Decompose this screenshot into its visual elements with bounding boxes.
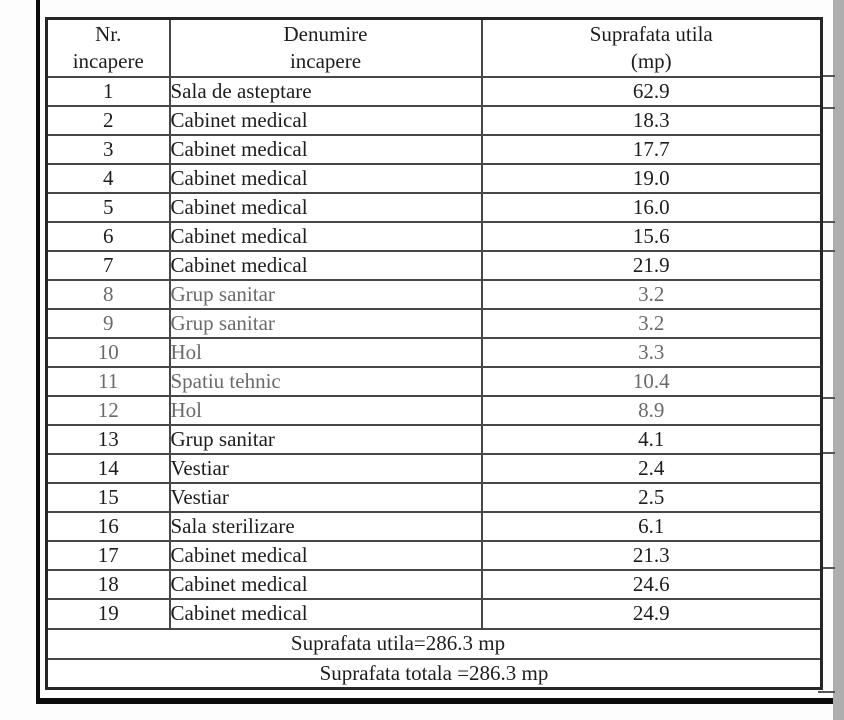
col-header-line: (mp) xyxy=(630,48,672,73)
table-row xyxy=(47,309,822,338)
room-number-cell: 18 xyxy=(47,570,170,599)
room-area-cell: 6.1 xyxy=(482,512,822,541)
room-number-cell: 16 xyxy=(47,512,170,541)
col-header-suprafata-utila xyxy=(482,19,822,77)
table-row xyxy=(47,570,822,599)
footer-row-suprafata-utila xyxy=(47,629,822,659)
col-header-line: Nr. xyxy=(95,21,122,46)
room-number-cell: 19 xyxy=(47,599,170,628)
room-name-cell: Cabinet medical xyxy=(170,106,482,135)
col-header-line: Suprafata utila xyxy=(589,21,713,46)
table-row xyxy=(47,222,822,251)
room-name-cell: Hol xyxy=(170,396,482,425)
room-name-cell: Vestiar xyxy=(170,483,482,512)
footer-total-totala: Suprafata totala =286.3 mp xyxy=(47,659,822,689)
col-header-nr-incapere xyxy=(47,19,170,77)
room-name-cell: Cabinet medical xyxy=(170,251,482,280)
table-row xyxy=(47,454,822,483)
room-area-cell: 17.7 xyxy=(482,135,822,164)
room-number-cell: 5 xyxy=(47,193,170,222)
room-area-cell: 24.9 xyxy=(482,599,822,628)
table-row xyxy=(47,77,822,106)
table-row xyxy=(47,193,822,222)
room-number-cell: 1 xyxy=(47,77,170,106)
room-number-cell: 9 xyxy=(47,309,170,338)
table-row xyxy=(47,135,822,164)
room-name-cell: Hol xyxy=(170,338,482,367)
header-row xyxy=(47,19,822,77)
room-number-cell: 4 xyxy=(47,164,170,193)
room-area-cell: 3.2 xyxy=(482,280,822,309)
page-frame-left-border xyxy=(36,0,40,702)
room-name-cell: Grup sanitar xyxy=(170,280,482,309)
room-areas-table xyxy=(45,17,823,690)
room-area-cell: 8.9 xyxy=(482,396,822,425)
room-name-cell: Cabinet medical xyxy=(170,570,482,599)
room-name-cell: Cabinet medical xyxy=(170,222,482,251)
room-area-cell: 10.4 xyxy=(482,367,822,396)
room-name-cell: Cabinet medical xyxy=(170,599,482,628)
room-name-cell: Grup sanitar xyxy=(170,425,482,454)
room-area-cell: 3.2 xyxy=(482,309,822,338)
table-row xyxy=(47,425,822,454)
room-name-cell: Cabinet medical xyxy=(170,135,482,164)
table-row xyxy=(47,512,822,541)
table-row xyxy=(47,599,822,628)
room-area-cell: 62.9 xyxy=(482,77,822,106)
table-row xyxy=(47,164,822,193)
room-name-cell: Cabinet medical xyxy=(170,164,482,193)
room-number-cell: 13 xyxy=(47,425,170,454)
room-number-cell: 11 xyxy=(47,367,170,396)
room-name-cell: Sala sterilizare xyxy=(170,512,482,541)
room-number-cell: 8 xyxy=(47,280,170,309)
room-number-cell: 14 xyxy=(47,454,170,483)
scan-artifact-line xyxy=(818,691,835,693)
room-name-cell: Cabinet medical xyxy=(170,193,482,222)
room-name-cell: Sala de asteptare xyxy=(170,77,482,106)
table-row xyxy=(47,367,822,396)
table-row xyxy=(47,338,822,367)
room-number-cell: 15 xyxy=(47,483,170,512)
room-area-cell: 18.3 xyxy=(482,106,822,135)
room-number-cell: 17 xyxy=(47,541,170,570)
room-area-cell: 2.4 xyxy=(482,454,822,483)
col-header-line: Denumire xyxy=(283,21,368,46)
table-body xyxy=(47,77,822,629)
room-area-cell: 3.3 xyxy=(482,338,822,367)
col-header-line: incapere xyxy=(289,48,362,73)
room-area-cell: 4.1 xyxy=(482,425,822,454)
room-number-cell: 3 xyxy=(47,135,170,164)
room-name-cell: Spatiu tehnic xyxy=(170,367,482,396)
page-frame-bottom-border xyxy=(36,698,844,704)
room-area-cell: 21.9 xyxy=(482,251,822,280)
room-area-cell: 2.5 xyxy=(482,483,822,512)
table-row xyxy=(47,251,822,280)
table-row xyxy=(47,106,822,135)
room-number-cell: 12 xyxy=(47,396,170,425)
room-area-cell: 21.3 xyxy=(482,541,822,570)
room-number-cell: 10 xyxy=(47,338,170,367)
table-row xyxy=(47,483,822,512)
room-area-cell: 24.6 xyxy=(482,570,822,599)
room-number-cell: 6 xyxy=(47,222,170,251)
footer-total-utila: Suprafata utila=286.3 mp xyxy=(47,629,822,659)
room-name-cell: Vestiar xyxy=(170,454,482,483)
room-number-cell: 7 xyxy=(47,251,170,280)
table-row xyxy=(47,280,822,309)
table-row xyxy=(47,541,822,570)
table-row xyxy=(47,396,822,425)
room-area-cell: 16.0 xyxy=(482,193,822,222)
footer-row-suprafata-totala xyxy=(47,659,822,689)
room-number-cell: 2 xyxy=(47,106,170,135)
room-area-cell: 19.0 xyxy=(482,164,822,193)
col-header-line: incapere xyxy=(72,48,144,73)
room-area-cell: 15.6 xyxy=(482,222,822,251)
room-name-cell: Grup sanitar xyxy=(170,309,482,338)
room-name-cell: Cabinet medical xyxy=(170,541,482,570)
col-header-denumire-incapere xyxy=(170,19,482,77)
